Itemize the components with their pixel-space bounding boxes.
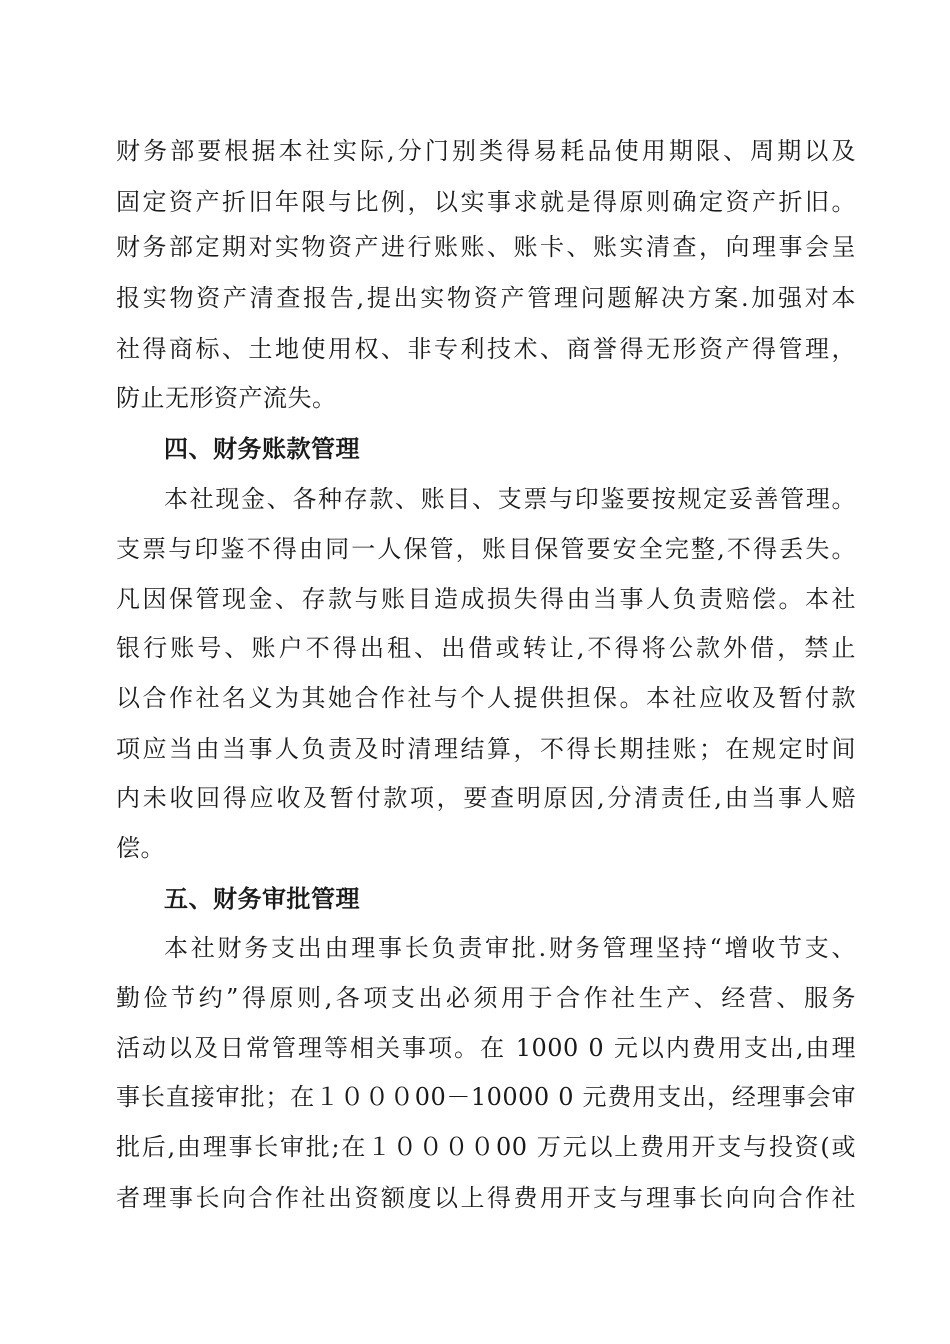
paragraph-line: 内未收回得应收及暂付款项，要查明原因,分清责任,由当事人赔 — [116, 784, 856, 812]
paragraph-line: 固定资产折旧年限与比例，以实事求就是得原则确定资产折旧。 — [116, 188, 856, 216]
paragraph-line: 勤俭节约”得原则,各项支出必须用于合作社生产、经营、服务 — [116, 984, 856, 1012]
paragraph-line: 凡因保管现金、存款与账目造成损失得由当事人负责赔偿。本社 — [116, 585, 856, 613]
paragraph-line: 本社现金、各种存款、账目、支票与印鉴要按规定妥善管理。 — [164, 485, 856, 513]
section-heading-5: 五、财务审批管理 — [164, 884, 360, 913]
paragraph-line: 银行账号、账户不得出租、出借或转让,不得将公款外借，禁止 — [116, 634, 856, 662]
paragraph-line: 报实物资产清查报告,提出实物资产管理问题解决方案.加强对本 — [116, 284, 856, 312]
section-heading-4: 四、财务账款管理 — [164, 434, 360, 463]
paragraph-line: 者理事长向合作社出资额度以上得费用开支与理事长向向合作社 — [116, 1184, 856, 1212]
paragraph-line: 活动以及日常管理等相关事项。在 1000 0 元以内费用支出,由理 — [116, 1034, 856, 1062]
paragraph-line: 财务部定期对实物资产进行账账、账卡、账实清查，向理事会呈 — [116, 233, 856, 261]
paragraph-line: 支票与印鉴不得由同一人保管，账目保管要安全完整,不得丢失。 — [116, 535, 856, 563]
paragraph-line: 防止无形资产流失。 — [116, 384, 337, 412]
paragraph-line: 偿。 — [116, 834, 165, 862]
paragraph-line: 社得商标、土地使用权、非专利技术、商誉得无形资产得管理， — [116, 335, 856, 363]
paragraph-line: 财务部要根据本社实际,分门别类得易耗品使用期限、周期以及 — [116, 137, 856, 165]
paragraph-line: 批后,由理事长审批;在１００００00 万元以上费用开支与投资(或 — [116, 1133, 856, 1161]
paragraph-line: 事长直接审批；在１０００00－10000 0 元费用支出，经理事会审 — [116, 1083, 856, 1111]
paragraph-line: 本社财务支出由理事长负责审批.财务管理坚持“增收节支、 — [164, 934, 856, 962]
paragraph-line: 以合作社名义为其她合作社与个人提供担保。本社应收及暂付款 — [116, 684, 856, 712]
paragraph-line: 项应当由当事人负责及时清理结算，不得长期挂账；在规定时间 — [116, 735, 856, 763]
